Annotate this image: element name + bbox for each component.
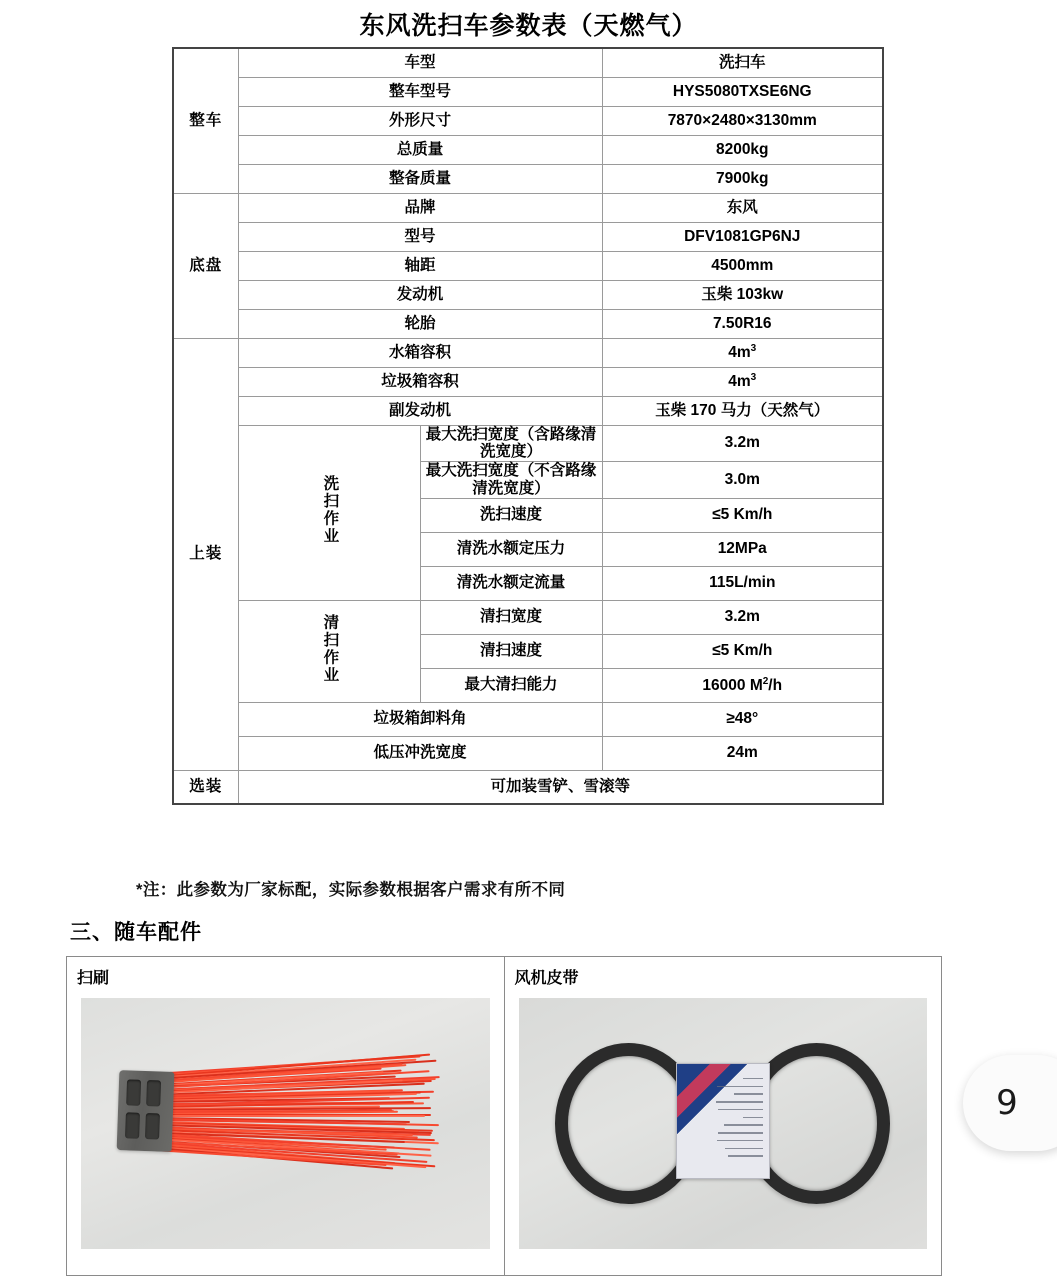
table-row bbox=[173, 338, 883, 367]
row-label: 低压冲洗宽度 bbox=[238, 736, 602, 770]
row-label: 清洗水额定压力 bbox=[420, 532, 602, 566]
page-number-text: 9 bbox=[996, 1083, 1018, 1123]
table-row bbox=[173, 164, 883, 193]
row-value: DFV1081GP6NJ bbox=[602, 222, 883, 251]
table-row bbox=[173, 193, 883, 222]
row-label: 水箱容积 bbox=[238, 338, 602, 367]
brush-slot bbox=[125, 1112, 140, 1139]
subgroup-label-text: 洗扫作业 bbox=[321, 475, 339, 546]
table-row bbox=[173, 135, 883, 164]
accessories-table bbox=[66, 956, 942, 1276]
accessory-cell-brush bbox=[67, 957, 504, 1275]
row-value: 玉柴 103kw bbox=[602, 280, 883, 309]
row-label: 垃圾箱容积 bbox=[238, 367, 602, 396]
subgroup-label-wash-sweep bbox=[238, 425, 420, 600]
group-label-vehicle: 整车 bbox=[173, 48, 238, 193]
row-label: 品牌 bbox=[238, 193, 602, 222]
row-value: 115L/min bbox=[602, 566, 883, 600]
row-value: 8200kg bbox=[602, 135, 883, 164]
subgroup-label-text: 清扫作业 bbox=[321, 613, 339, 684]
belt-label-text-lines bbox=[712, 1078, 763, 1164]
row-label: 洗扫速度 bbox=[420, 498, 602, 532]
table-row bbox=[173, 309, 883, 338]
brush-photo-background bbox=[81, 998, 490, 1249]
label-text-line bbox=[718, 1132, 763, 1134]
row-value bbox=[602, 668, 883, 702]
row-label: 垃圾箱卸料角 bbox=[238, 702, 602, 736]
row-value: HYS5080TXSE6NG bbox=[602, 77, 883, 106]
accessory-cell-belt bbox=[504, 957, 942, 1275]
row-label: 整备质量 bbox=[238, 164, 602, 193]
label-text-line bbox=[734, 1093, 763, 1095]
table-row bbox=[173, 702, 883, 736]
group-label-chassis: 底盘 bbox=[173, 193, 238, 338]
label-text-line bbox=[725, 1148, 763, 1150]
row-label: 最大清扫能力 bbox=[420, 668, 602, 702]
belt-product-label bbox=[676, 1063, 770, 1178]
table-row bbox=[173, 77, 883, 106]
table-row bbox=[173, 222, 883, 251]
row-label: 清扫速度 bbox=[420, 634, 602, 668]
row-value: 3.2m bbox=[602, 425, 883, 462]
table-row bbox=[173, 251, 883, 280]
row-label: 整车型号 bbox=[238, 77, 602, 106]
row-value: 7870×2480×3130mm bbox=[602, 106, 883, 135]
optional-value: 可加装雪铲、雪滚等 bbox=[238, 770, 883, 804]
row-value bbox=[602, 367, 883, 396]
table-row bbox=[173, 106, 883, 135]
row-label: 车型 bbox=[238, 48, 602, 77]
table-row bbox=[173, 396, 883, 425]
row-label: 最大洗扫宽度（含路缘清洗宽度） bbox=[420, 425, 602, 462]
row-label: 总质量 bbox=[238, 135, 602, 164]
row-label: 轮胎 bbox=[238, 309, 602, 338]
spec-table bbox=[172, 47, 884, 805]
table-row bbox=[173, 600, 883, 634]
row-value-text: $4m^3$ bbox=[728, 372, 757, 391]
label-text-line bbox=[718, 1109, 763, 1111]
table-row bbox=[173, 770, 883, 804]
page-title: 东风洗扫车参数表（天燃气） bbox=[359, 12, 698, 40]
row-value: ≥48° bbox=[602, 702, 883, 736]
row-value: ≤5 Km/h bbox=[602, 634, 883, 668]
label-text-line bbox=[724, 1124, 763, 1126]
table-row bbox=[173, 736, 883, 770]
table-row bbox=[173, 425, 883, 462]
row-value: 3.0m bbox=[602, 462, 883, 499]
row-value: 7.50R16 bbox=[602, 309, 883, 338]
row-value: 3.2m bbox=[602, 600, 883, 634]
spec-table-container bbox=[172, 47, 884, 805]
table-row bbox=[173, 280, 883, 309]
row-label: 轴距 bbox=[238, 251, 602, 280]
row-value: 洗扫车 bbox=[602, 48, 883, 77]
brush-holder-block bbox=[116, 1070, 174, 1152]
group-label-superstructure: 上装 bbox=[173, 338, 238, 770]
row-value: 7900kg bbox=[602, 164, 883, 193]
sweeping-brush-photo bbox=[81, 998, 490, 1249]
page-number-badge[interactable] bbox=[963, 1055, 1057, 1151]
group-label-optional: 选装 bbox=[173, 770, 238, 804]
table-row bbox=[173, 367, 883, 396]
label-text-line bbox=[717, 1086, 763, 1088]
label-text-line bbox=[743, 1117, 763, 1119]
brush-slot bbox=[145, 1080, 160, 1107]
section-heading-accessories: 三、随车配件 bbox=[70, 921, 202, 944]
fan-belt-photo bbox=[519, 998, 928, 1249]
row-value bbox=[602, 338, 883, 367]
row-label: 发动机 bbox=[238, 280, 602, 309]
belt-photo-background bbox=[519, 998, 928, 1249]
accessory-caption: 扫刷 bbox=[77, 970, 110, 987]
red-note: *注：此参数为厂家标配，实际参数根据客户需求有所不同 bbox=[136, 881, 566, 899]
row-value-text: 16000 $M^2/h$ bbox=[702, 675, 783, 694]
label-text-line bbox=[728, 1155, 763, 1157]
row-label: 副发动机 bbox=[238, 396, 602, 425]
row-label: 清扫宽度 bbox=[420, 600, 602, 634]
row-value: 东风 bbox=[602, 193, 883, 222]
row-value: ≤5 Km/h bbox=[602, 498, 883, 532]
label-text-line bbox=[743, 1078, 763, 1080]
label-text-line bbox=[717, 1140, 763, 1142]
table-row bbox=[173, 48, 883, 77]
label-text-line bbox=[716, 1101, 763, 1103]
row-label: 清洗水额定流量 bbox=[420, 566, 602, 600]
row-label: 最大洗扫宽度（不含路缘清洗宽度） bbox=[420, 462, 602, 499]
row-value: 24m bbox=[602, 736, 883, 770]
brush-slot bbox=[144, 1113, 159, 1140]
row-label: 型号 bbox=[238, 222, 602, 251]
accessory-caption: 风机皮带 bbox=[514, 970, 579, 987]
brush-slot bbox=[126, 1079, 141, 1106]
row-label: 外形尺寸 bbox=[238, 106, 602, 135]
row-value-text: $4m^3$ bbox=[728, 343, 757, 362]
row-value: 12MPa bbox=[602, 532, 883, 566]
row-value: 4500mm bbox=[602, 251, 883, 280]
row-value: 玉柴 170 马力（天然气） bbox=[602, 396, 883, 425]
brush-bristles bbox=[155, 1073, 441, 1148]
subgroup-label-sweep bbox=[238, 600, 420, 702]
